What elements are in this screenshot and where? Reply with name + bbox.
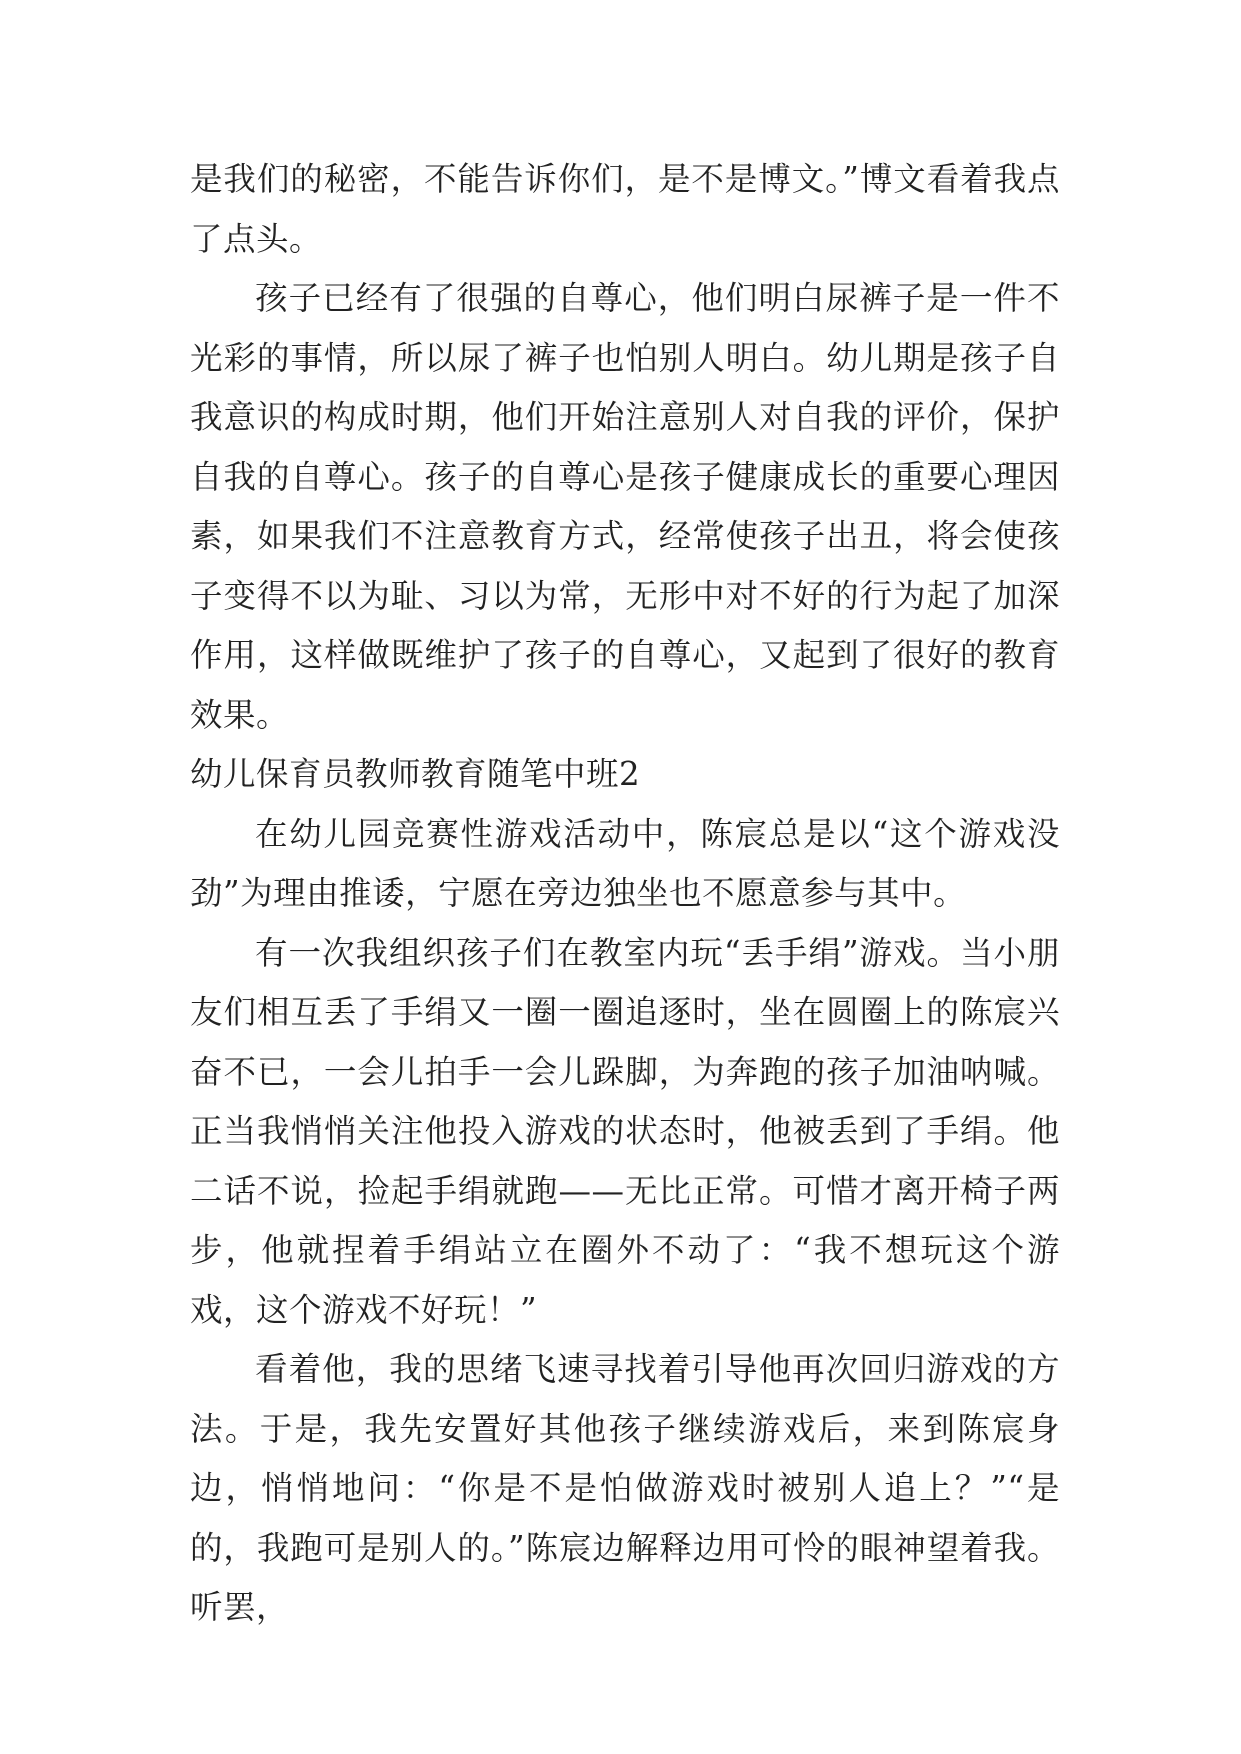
paragraph-handkerchief-game: 有一次我组织孩子们在教室内玩“丢手绢”游戏。当小朋友们相互丢了手绢又一圈一圈追逐时，坐在圆圈上的陈宸兴奋不已，一会儿拍手一会儿跺脚，为奔跑的孩子加油呐喊。正当我悄悄关注他投入游戏的状态时，他被丢到了手绢。他二话不说，捡起手绢就跑——无比正常。可惜才离开椅子两步，他就捏着手绢站立在圈外不动了：“我不想玩这个游戏，这个游戏不好玩！” [190,933,1060,1329]
paragraph-competitive-games: 在幼儿园竞赛性游戏活动中，陈宸总是以“这个游戏没劲”为理由推诿，宁愿在旁边独坐也不愿意参与其中。 [190,814,1060,912]
document-body [190,150,1060,1638]
paragraph-guidance: 看着他，我的思绪飞速寻找着引导他再次回归游戏的方法。于是，我先安置好其他孩子继续游戏后，来到陈宸身边，悄悄地问：“你是不是怕做游戏时被别人追上？”“是的，我跑可是别人的。”陈宸边解释边用可怜的眼神望着我。听罢， [190,1350,1060,1626]
section-heading: 幼儿保育员教师教育随笔中班2 [190,755,641,793]
paragraph-self-esteem: 孩子已经有了很强的自尊心，他们明白尿裤子是一件不光彩的事情，所以尿了裤子也怕别人明白。幼儿期是孩子自我意识的构成时期，他们开始注意别人对自我的评价，保护自我的自尊心。孩子的自尊心是孩子健康成长的重要心理因素，如果我们不注意教育方式，经常使孩子出丑，将会使孩子变得不以为耻、习以为常，无形中对不好的行为起了加深作用，这样做既维护了孩子的自尊心，又起到了很好的教育效果。 [190,279,1060,734]
paragraph-continuation: 是我们的秘密，不能告诉你们，是不是博文。”博文看着我点了点头。 [190,160,1060,258]
